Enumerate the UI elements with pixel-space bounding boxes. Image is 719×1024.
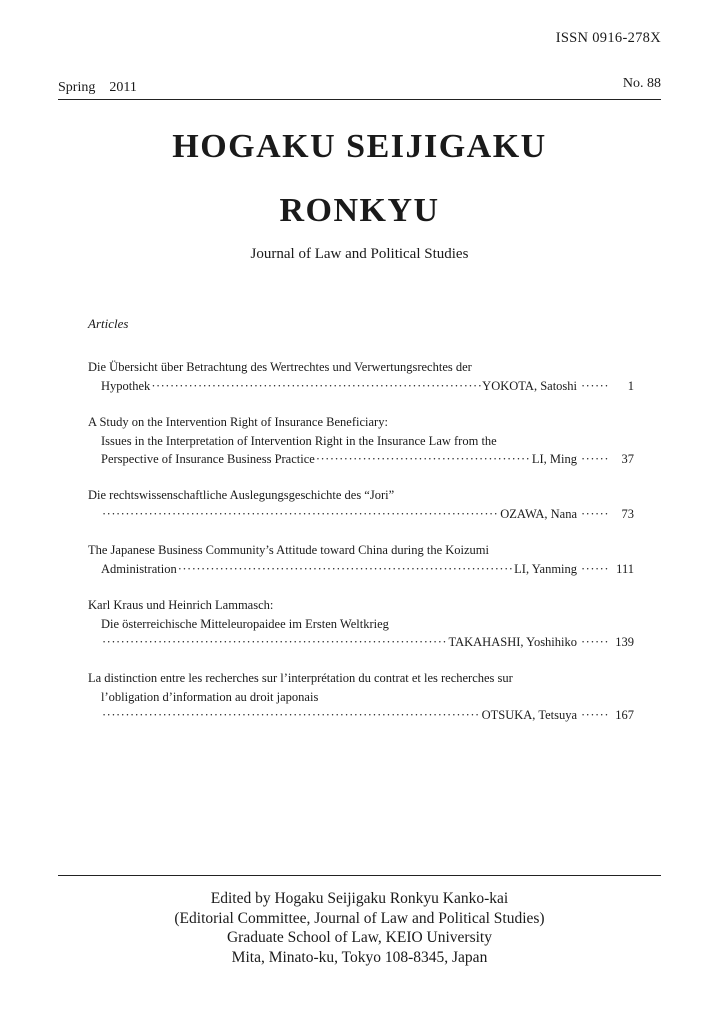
footer-line: Mita, Minato-ku, Tokyo 108-8345, Japan (231, 948, 488, 966)
journal-subtitle: Journal of Law and Political Studies (250, 246, 469, 262)
toc-title-line: l’obligation d’information au droit japonais (101, 689, 319, 704)
issn-number: ISSN 0916-278X (555, 30, 661, 46)
toc-entry[interactable] (88, 541, 634, 578)
toc-page-number: 37 (621, 452, 634, 466)
toc-title-line: Karl Kraus und Heinrich Lammasch: (88, 598, 274, 612)
toc-entry[interactable] (88, 358, 634, 395)
toc-page-number: 167 (615, 708, 634, 722)
issue-info-row (58, 76, 661, 96)
toc-title-line: Die österreichische Mitteleuropaidee im Ersten Weltkrieg (101, 616, 389, 631)
top-divider (58, 99, 661, 100)
issue-number: No. 88 (622, 76, 661, 91)
editorial-footer (0, 889, 719, 967)
toc-entry[interactable] (88, 486, 634, 523)
toc-leader-row (88, 450, 634, 469)
dot-leader (178, 560, 513, 579)
journal-title-line2: RONKYU (279, 192, 440, 229)
journal-title-line1: HOGAKU SEIJIGAKU (172, 128, 547, 165)
toc-entry[interactable] (88, 413, 634, 469)
toc-leader-row (88, 505, 634, 524)
toc-page-number: 73 (621, 506, 634, 521)
dot-leader: ······ (581, 708, 609, 722)
toc-page-number: 111 (616, 561, 634, 576)
issue-season-year: Spring 2011 (58, 80, 137, 95)
toc-leader-row (88, 706, 634, 725)
toc-author: TAKAHASHI, Yoshihiko (448, 635, 578, 649)
toc-entry[interactable] (88, 596, 634, 652)
toc-title-line: A Study on the Intervention Right of Insurance Beneficiary: (88, 415, 388, 429)
dot-leader (102, 505, 499, 524)
toc-title-line: Perspective of Insurance Business Practice (101, 452, 315, 466)
toc-entry[interactable] (88, 669, 634, 725)
dot-leader: ······ (581, 635, 609, 649)
toc-author: LI, Ming (531, 452, 578, 466)
section-label: Articles (88, 316, 129, 331)
dot-leader: ······ (581, 378, 609, 393)
dot-leader: ······ (581, 506, 609, 521)
dot-leader (316, 450, 531, 469)
toc-author: YOKOTA, Satoshi (482, 378, 578, 393)
footer-line: Graduate School of Law, KEIO University (226, 929, 492, 946)
footer-line: (Editorial Committee, Journal of Law and Political Studies) (174, 909, 545, 927)
toc-title-line: Hypothek (101, 378, 151, 393)
dot-leader (102, 706, 481, 725)
toc-page-number: 139 (615, 635, 634, 649)
dot-leader (102, 633, 447, 652)
toc-title-line: Die Übersicht über Betrachtung des Wertrechtes und Verwertungsrechtes der (88, 360, 472, 374)
toc-leader-row (88, 560, 634, 579)
toc-author: OZAWA, Nana (500, 506, 578, 521)
toc-title-line: Administration (101, 561, 177, 576)
toc-title-line: Issues in the Interpretation of Intervention Right in the Insurance Law from the (101, 433, 497, 448)
toc-author: LI, Yanming (514, 561, 578, 576)
toc-title-line: Die rechtswissenschaftliche Auslegungsgeschichte des “Jori” (88, 488, 395, 502)
toc-author: OTSUKA, Tetsuya (481, 708, 578, 722)
toc-leader-row (88, 377, 634, 396)
toc-page-number: 1 (627, 378, 634, 393)
dot-leader: ······ (581, 561, 609, 576)
dot-leader (151, 377, 481, 396)
toc-title-line: La distinction entre les recherches sur l’interprétation du contrat et les recherches sur (88, 671, 513, 685)
dot-leader: ······ (581, 452, 609, 466)
toc-leader-row (88, 633, 634, 652)
bottom-divider (58, 875, 661, 876)
toc-title-line: The Japanese Business Community’s Attitude toward China during the Koizumi (88, 543, 489, 557)
footer-line: Edited by Hogaku Seijigaku Ronkyu Kanko-kai (210, 890, 509, 907)
